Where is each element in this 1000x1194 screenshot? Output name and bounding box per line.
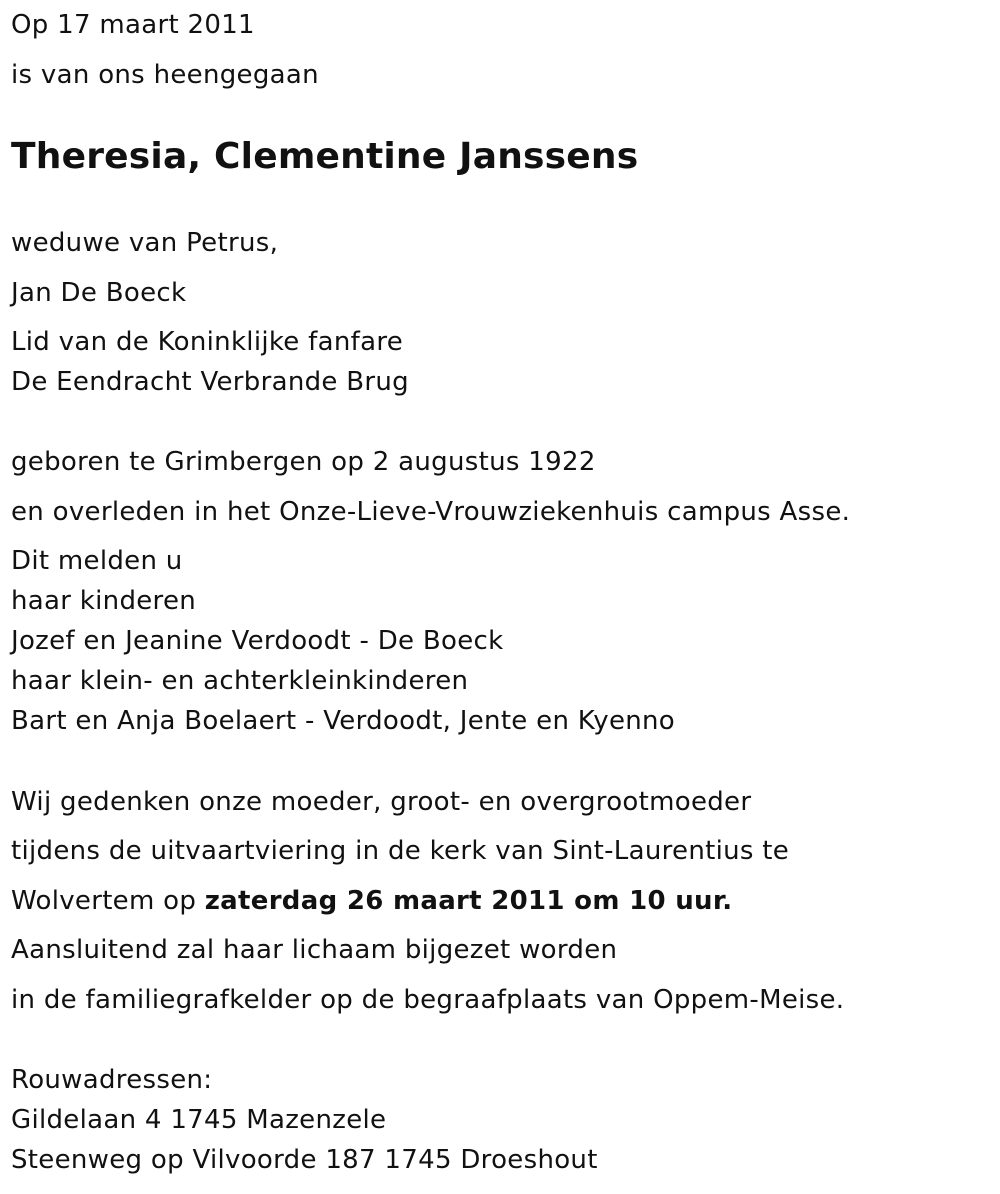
address-2: Steenweg op Vilvoorde 187 1745 Droeshout <box>11 1145 598 1175</box>
burial-line: Aansluitend zal haar lichaam bijgezet worden <box>11 935 618 965</box>
widow-line: weduwe van Petrus, <box>11 228 279 258</box>
service-datetime: zaterdag 26 maart 2011 om 10 uur. <box>204 886 733 916</box>
service-place-line <box>11 888 732 914</box>
service-place: Wolvertem op <box>11 886 205 916</box>
died-line: en overleden in het Onze-Lieve-Vrouwziekenhuis campus Asse. <box>11 497 851 527</box>
children-label: haar kinderen <box>11 586 197 616</box>
passed-line: is van ons heengegaan <box>11 60 319 90</box>
burial-place: in de familiegrafkelder op de begraafplaats van Oppem-Meise. <box>11 985 845 1015</box>
member-line: Lid van de Koninklijke fanfare <box>11 327 404 357</box>
grandchildren-names: Bart en Anja Boelaert - Verdoodt, Jente en Kyenno <box>11 706 676 736</box>
remember-line: Wij gedenken onze moeder, groot- en overgrootmoeder <box>11 787 752 817</box>
deceased-name: Theresia, Clementine Janssens <box>11 136 639 177</box>
service-line: tijdens de uitvaartviering in de kerk van Sint-Laurentius te <box>11 836 790 866</box>
fanfare-name: De Eendracht Verbrande Brug <box>11 367 409 397</box>
address-1: Gildelaan 4 1745 Mazenzele <box>11 1105 387 1135</box>
announce-line: Dit melden u <box>11 546 183 576</box>
husband-name: Jan De Boeck <box>11 278 187 308</box>
grandchildren-label: haar klein- en achterkleinkinderen <box>11 666 469 696</box>
addresses-label: Rouwadressen: <box>11 1065 213 1095</box>
children-names: Jozef en Jeanine Verdoodt - De Boeck <box>11 626 504 656</box>
date-line: Op 17 maart 2011 <box>11 10 255 40</box>
born-line: geboren te Grimbergen op 2 augustus 1922 <box>11 447 596 477</box>
